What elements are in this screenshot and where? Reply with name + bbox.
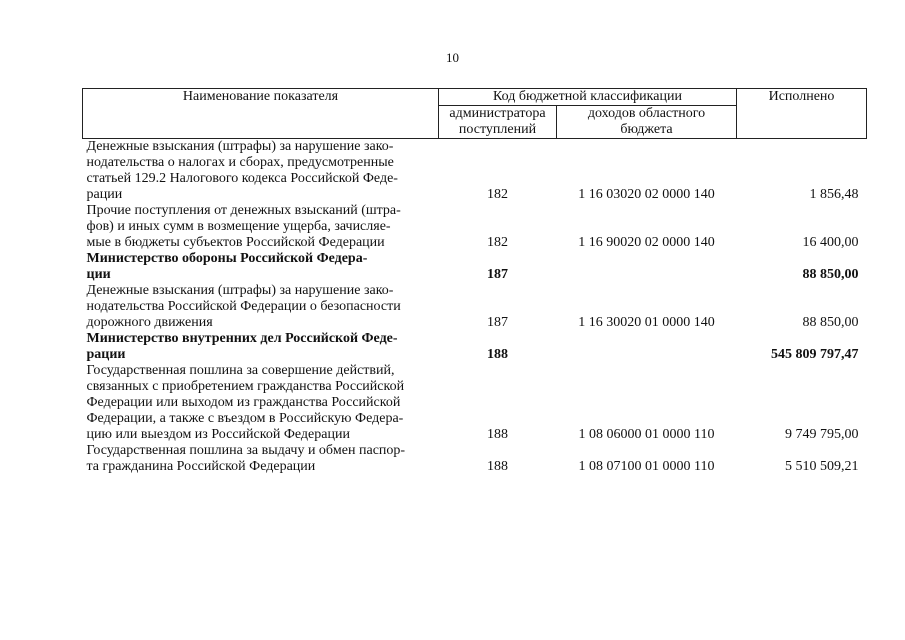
page-number: 10 bbox=[446, 50, 459, 65]
income-code bbox=[557, 251, 737, 283]
indicator-name bbox=[83, 331, 439, 363]
admin-code: 188 bbox=[487, 459, 508, 474]
admin-code: 188 bbox=[487, 347, 508, 362]
executed-amount: 9 749 795,00 bbox=[785, 427, 859, 442]
indicator-name bbox=[83, 139, 439, 204]
table-row bbox=[83, 443, 867, 475]
executed-amount: 16 400,00 bbox=[802, 235, 859, 250]
indicator-name-line: та гражданина Российской Федерации bbox=[86, 459, 316, 474]
header-income-line: бюджета bbox=[620, 122, 673, 137]
indicator-name-line: мые в бюджеты субъектов Российской Федерации bbox=[86, 235, 385, 250]
income-code: 1 08 07100 01 0000 110 bbox=[578, 459, 715, 474]
indicator-name-line: Государственная пошлина за выдачу и обмен паспор- bbox=[86, 443, 406, 458]
indicator-name bbox=[83, 363, 439, 443]
indicator-name-line: Государственная пошлина за совершение действий, bbox=[86, 363, 395, 378]
admin-code: 182 bbox=[487, 235, 508, 250]
table-row bbox=[83, 283, 867, 331]
indicator-name-line: фов) и иных сумм в возмещение ущерба, зачисляе- bbox=[86, 219, 391, 234]
header-income-line: доходов областного bbox=[587, 106, 706, 121]
indicator-name-line: дорожного движения bbox=[86, 315, 213, 330]
header-admin-line: администратора bbox=[449, 106, 546, 121]
admin-code: 187 bbox=[487, 267, 508, 282]
indicator-name-line: ции bbox=[86, 267, 111, 282]
income-code: 1 16 90020 02 0000 140 bbox=[578, 235, 715, 250]
indicator-name bbox=[83, 443, 439, 475]
indicator-name-line: цию или выездом из Российской Федерации bbox=[86, 427, 350, 442]
indicator-name-line: статьей 129.2 Налогового кодекса Российской Феде- bbox=[86, 171, 398, 186]
indicator-name-line: Федерации или выходом из гражданства Российской bbox=[86, 395, 401, 410]
table-row bbox=[83, 363, 867, 443]
indicator-name-line: Прочие поступления от денежных взысканий (штра- bbox=[86, 203, 401, 218]
income-code: 1 16 30020 01 0000 140 bbox=[578, 315, 715, 330]
indicator-name-line: связанных с приобретением гражданства Российской bbox=[86, 379, 405, 394]
indicator-name-line: Федерации, а также с въездом в Российскую Федера- bbox=[86, 411, 404, 426]
indicator-name bbox=[83, 251, 439, 283]
indicator-name-line: Денежные взыскания (штрафы) за нарушение зако- bbox=[86, 283, 394, 298]
indicator-name-line: рации bbox=[86, 347, 126, 362]
admin-code: 187 bbox=[487, 315, 508, 330]
income-code: 1 08 06000 01 0000 110 bbox=[578, 427, 715, 442]
indicator-name bbox=[83, 203, 439, 251]
executed-amount: 5 510 509,21 bbox=[785, 459, 859, 474]
executed-amount: 1 856,48 bbox=[809, 187, 859, 202]
executed-amount: 88 850,00 bbox=[802, 267, 859, 282]
income-code bbox=[557, 331, 737, 363]
header-done-column: Исполнено bbox=[737, 89, 867, 139]
table-body bbox=[83, 139, 867, 476]
indicator-name-line: Денежные взыскания (штрафы) за нарушение зако- bbox=[86, 139, 394, 154]
table-row bbox=[83, 251, 867, 283]
table-row bbox=[83, 331, 867, 363]
budget-table-container bbox=[82, 88, 866, 475]
budget-table bbox=[82, 88, 867, 475]
table-header bbox=[83, 89, 867, 139]
admin-code: 188 bbox=[487, 427, 508, 442]
indicator-name-line: нодательства о налогах и сборах, предусмотренные bbox=[86, 155, 394, 170]
indicator-name-line: рации bbox=[86, 187, 123, 202]
table-row bbox=[83, 139, 867, 204]
indicator-name bbox=[83, 283, 439, 331]
header-admin-line: поступлений bbox=[458, 122, 537, 137]
header-income-column bbox=[557, 106, 737, 139]
header-name-column: Наименование показателя bbox=[83, 89, 439, 139]
indicator-name-line: Министерство обороны Российской Федера- bbox=[86, 251, 368, 266]
executed-amount: 88 850,00 bbox=[802, 315, 859, 330]
indicator-name-line: Министерство внутренних дел Российской Феде- bbox=[86, 331, 398, 346]
admin-code: 182 bbox=[487, 187, 508, 202]
executed-amount: 545 809 797,47 bbox=[771, 347, 859, 362]
table-row bbox=[83, 203, 867, 251]
income-code: 1 16 03020 02 0000 140 bbox=[578, 187, 715, 202]
header-admin-column bbox=[439, 106, 557, 139]
header-code-group: Код бюджетной классификации bbox=[439, 89, 737, 106]
indicator-name-line: нодательства Российской Федерации о безопасности bbox=[86, 299, 401, 314]
